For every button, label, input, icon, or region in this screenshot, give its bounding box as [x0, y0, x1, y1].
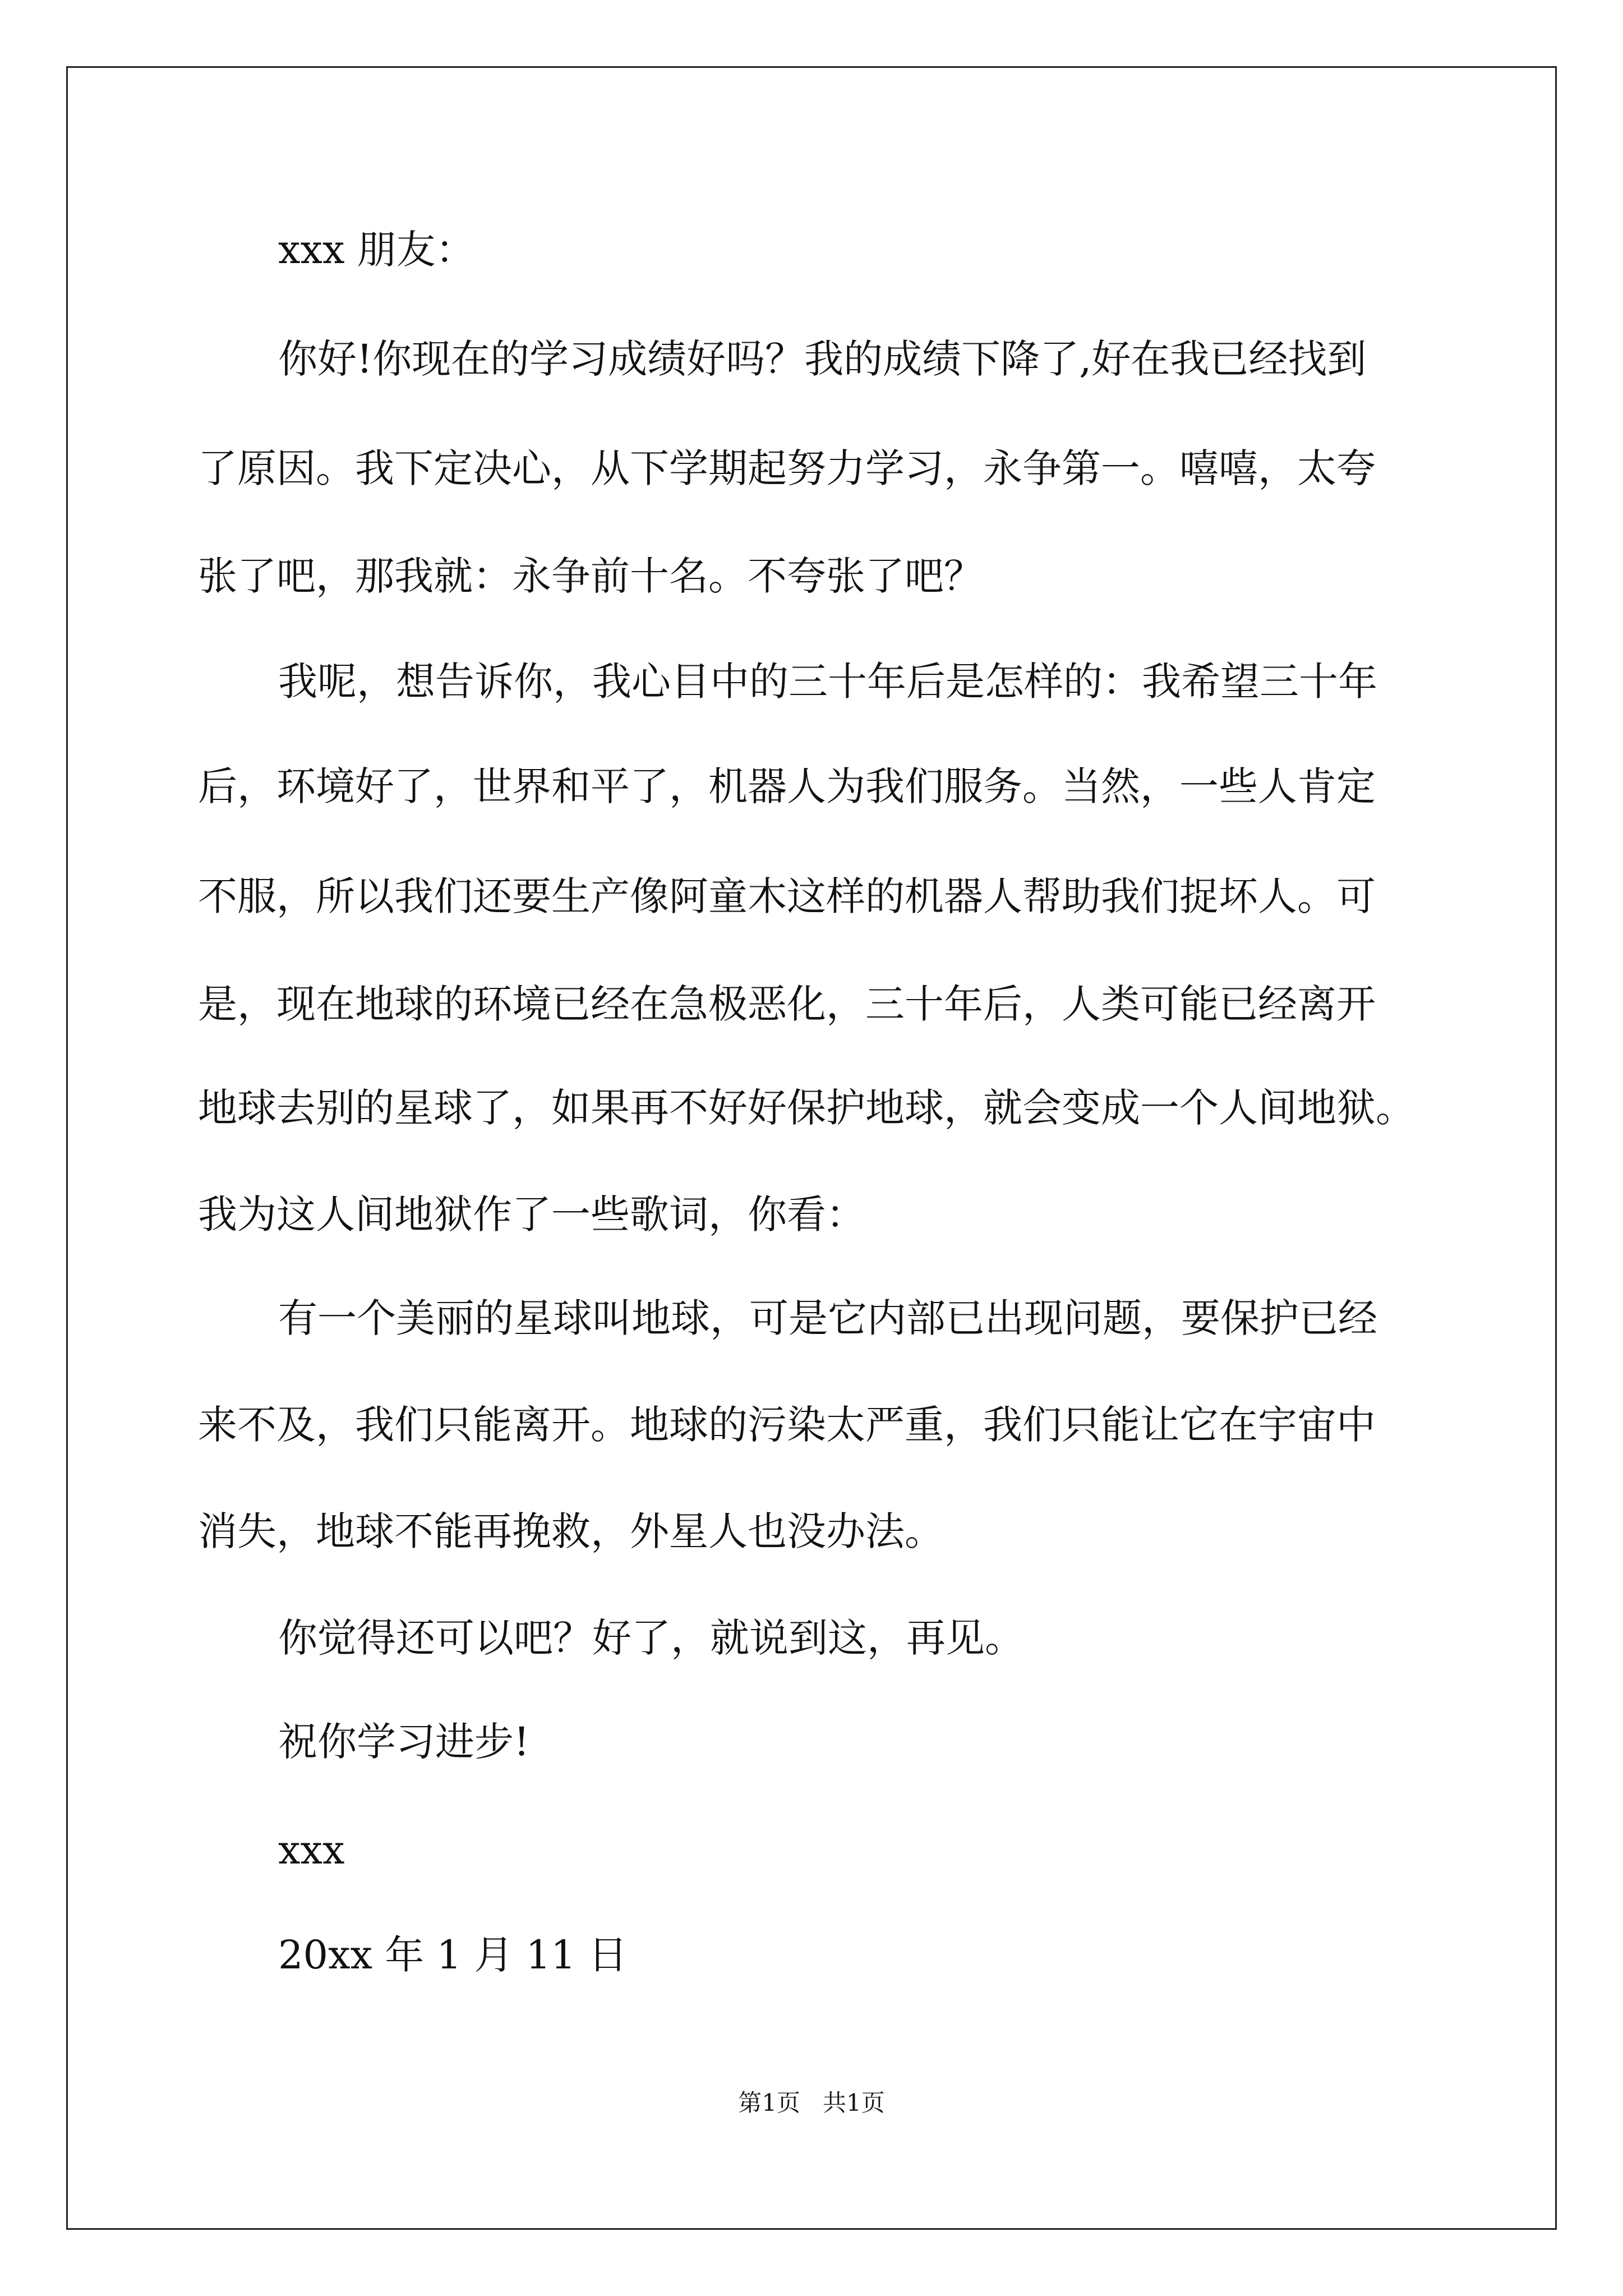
paragraph-2-line-2: 后，环境好了，世界和平了，机器人为我们服务。当然，一些人肯定 [198, 763, 1376, 809]
paragraph-3-line-1: 有一个美丽的星球叫地球，可是它内部已出现问题，要保护已经 [278, 1295, 1377, 1341]
paragraph-1-line-2: 了原因。我下定决心，从下学期起努力学习，永争第一。嘻嘻，太夸 [198, 445, 1376, 491]
paragraph-1-line-3: 张了吧，那我就：永争前十名。不夸张了吧？ [198, 553, 983, 599]
signature: xxx [278, 1827, 345, 1873]
paragraph-3-line-2: 来不及，我们只能离开。地球的污染太严重，我们只能让它在宇宙中 [198, 1402, 1376, 1448]
paragraph-1-line-1: 你好!你现在的学习成绩好吗？我的成绩下降了,好在我已经找到 [278, 336, 1367, 382]
closing: 祝你学习进步! [278, 1719, 530, 1765]
paragraph-4: 你觉得还可以吧？好了，就说到这，再见。 [278, 1615, 1024, 1661]
paragraph-3-line-3: 消失，地球不能再挽救，外星人也没办法。 [198, 1508, 944, 1554]
salutation: xxx 朋友： [278, 227, 475, 273]
paragraph-2-line-6: 我为这人间地狱作了一些歌词，你看： [198, 1191, 865, 1237]
paragraph-2-line-1: 我呢，想告诉你，我心目中的三十年后是怎样的：我希望三十年 [278, 659, 1377, 705]
date: 20xx 年 1 月 11 日 [278, 1932, 628, 1978]
paragraph-2-line-3: 不服，所以我们还要生产像阿童木这样的机器人帮助我们捉坏人。可 [198, 873, 1376, 919]
page-number-footer: 第1页 共1页 [738, 2089, 885, 2116]
paragraph-2-line-4: 是，现在地球的环境已经在急极恶化，三十年后，人类可能已经离开 [198, 981, 1376, 1027]
paragraph-2-line-5: 地球去别的星球了，如果再不好好保护地球，就会变成一个人间地狱。 [198, 1085, 1415, 1131]
